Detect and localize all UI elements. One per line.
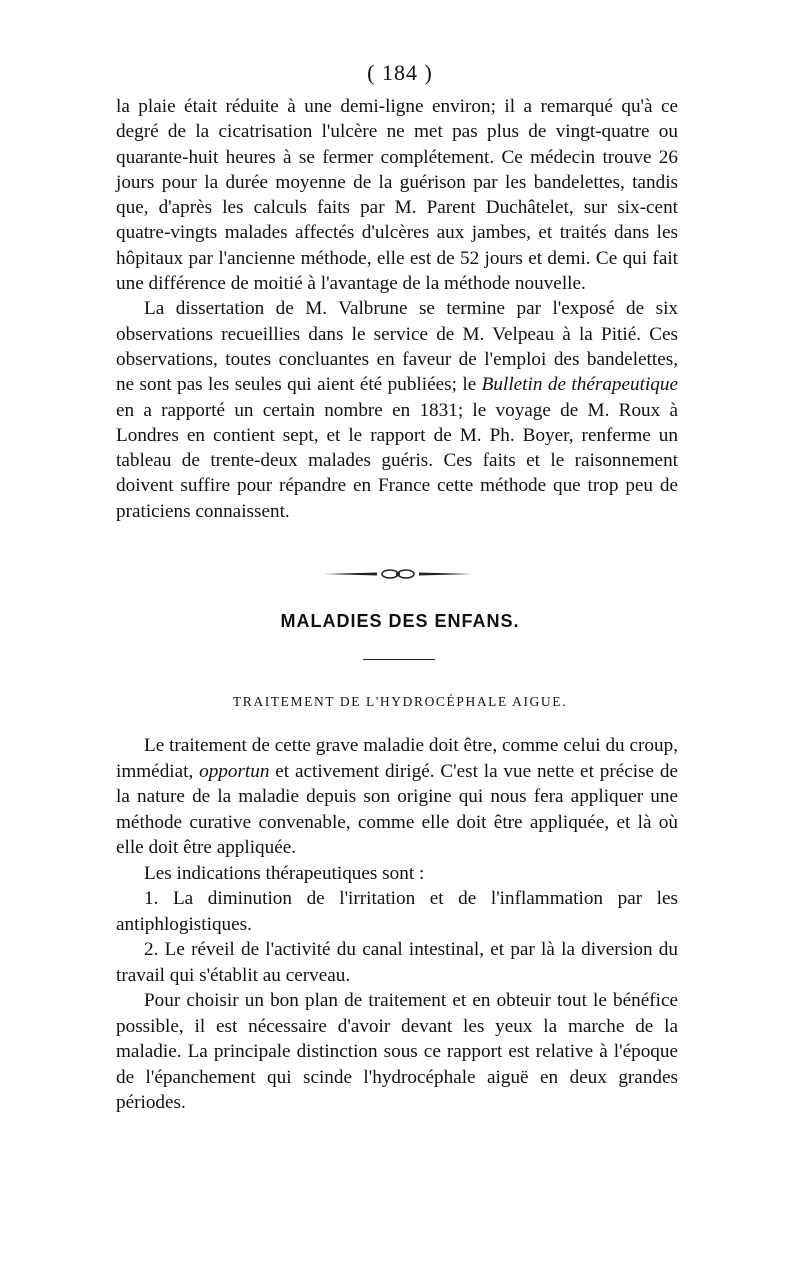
paragraph-text: et activement dirigé. C'est la vue nette et précise de la nature de la maladie depuis son origine qui nous fera appliquer une méthode curative convenable, comme elle doit être appliquée, et là où elle doit être appliquée.: [116, 760, 679, 858]
indication-item-2: 2. Le réveil de l'activité du canal intestinal, et par là la diversion du travail qui s'établit au cerveau.: [116, 939, 678, 986]
paragraph-text: en a rapporté un certain nombre en 1831; le voyage de M. Roux à Londres en contient sept, et le rapport de M. Ph. Boyer, renferme un tableau de trente-deux malades guéris. Ces faits et le raisonnement doivent suffire pour répandre en France cette méthode que trop peu de praticiens connaissent.: [116, 399, 678, 522]
opportun-italic: opportun: [199, 760, 270, 782]
bulletin-title: Bulletin de thérapeutique: [481, 374, 678, 396]
paragraph-treatment-plan: Pour choisir un bon plan de traitement et en obteuir tout le bénéfice possible, il est nécessaire d'avoir devant les yeux la marche de la maladie. La principale distinction sous ce rapport est relative à l'époque de l'épanchement qui scinde l'hydrocéphale aiguë en deux grandes périodes.: [116, 990, 678, 1113]
upper-text-block: [116, 94, 678, 524]
section-title: MALADIES DES ENFANS.: [280, 611, 520, 631]
paragraph-text: Le traitement de cette grave maladie doit être, comme celui du croup, immédiat,: [116, 735, 678, 782]
lower-text-block: [116, 733, 678, 1116]
section-divider-ornament: [322, 562, 474, 586]
title-rule: [363, 659, 435, 660]
page-number: ( 184 ): [367, 60, 433, 85]
paragraph-ulcer-healing: la plaie était réduite à une demi-ligne environ; il a remarqué qu'à ce degré de la cicatrisation l'ulcère ne met pas plus de vingt-quatre ou quarante-huit heures à se fermer complétement. Ce médecin trouve 26 jours pour la durée moyenne de la guérison par les bandelettes, tandis que, d'après les calculs faits par M. Parent Duchâtelet, sur six-cent quatre-vingts malades affectés d'ulcères aux jambes, et traités dans les hôpitaux par l'ancienne méthode, elle est de 52 jours et demi. Ce qui fait une différence de moitié à l'avantage de la méthode nouvelle.: [116, 96, 678, 295]
indication-item-1: 1. La diminution de l'irritation et de l'inflammation par les antiphlogistiques.: [116, 888, 678, 935]
paragraph-valbrune-dissertation: [116, 296, 678, 524]
indications-heading: Les indications thérapeutiques sont :: [144, 862, 425, 884]
subsection-title: TRAITEMENT DE L'HYDROCÉPHALE AIGUE.: [232, 694, 568, 709]
paragraph-text: La dissertation de M. Valbrune se termine par l'exposé de six observations recueillies dans le service de M. Velpeau à la Pitié. Ces observations, toutes concluantes en faveur de l'emploi des bandelettes, ne sont pas les seules qui aient été publiées; le: [116, 298, 678, 396]
paragraph-treatment-intro: [116, 733, 678, 861]
